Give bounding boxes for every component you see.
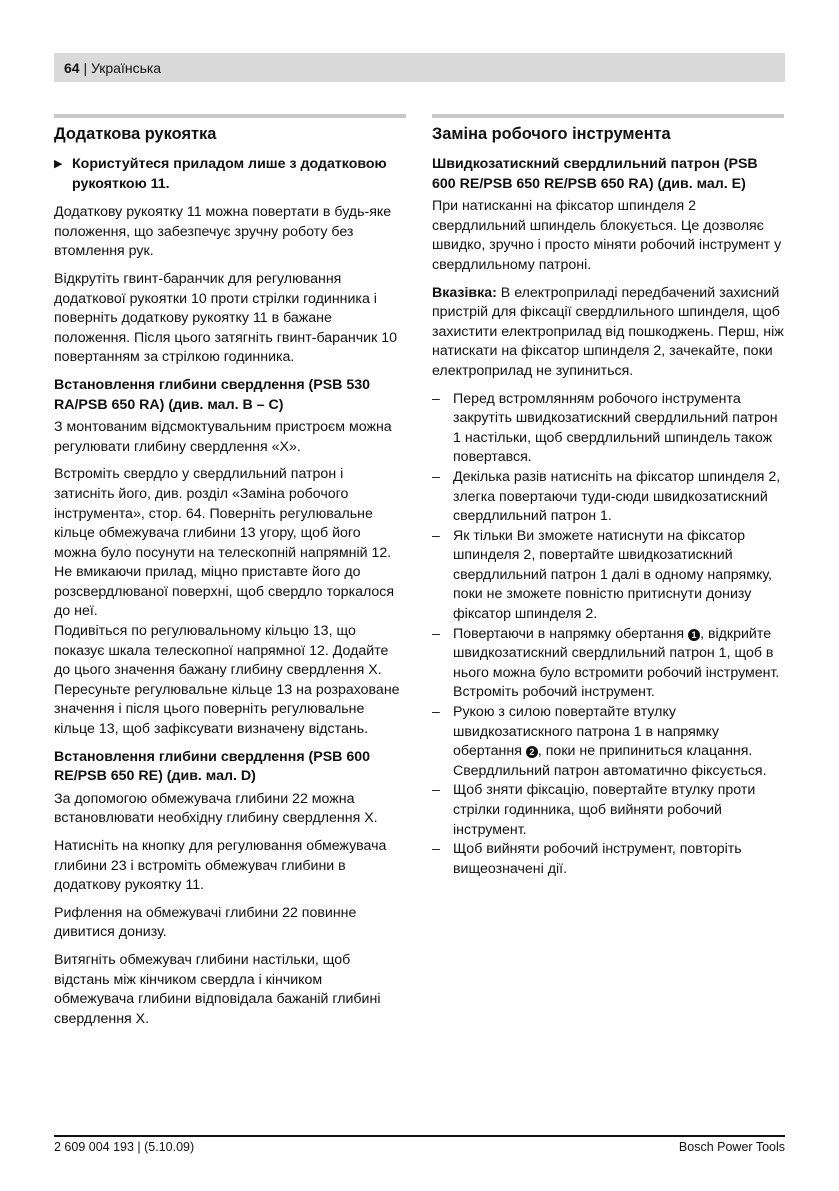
dash-mark: – (432, 468, 440, 485)
column-rule (432, 114, 784, 118)
footer-brand: Bosch Power Tools (678, 1140, 785, 1154)
list-item (432, 703, 784, 781)
list-item-text-part: , відкрийте швидкозатискний свердлильний патрон 1, щоб в нього можна було встромити робочий інструмент. Встроміть робочий інструмент. (453, 625, 780, 701)
list-item-text-part: Рукою з силою повертайте втулку швидкозатискного патрона 1 в напрямку обертання (453, 704, 720, 760)
column-rule (54, 114, 406, 118)
subheading-drill-depth-re: Встановлення глибини свердлення (PSB 600 RE/PSB 650 RE) (див. мал. D) (54, 748, 371, 785)
dash-mark: – (432, 390, 440, 407)
rotation-direction-2-icon: 2 (526, 746, 538, 758)
footer-rule (54, 1135, 785, 1137)
dash-mark: – (432, 841, 440, 858)
triangle-bullet-icon: ▶ (54, 158, 63, 170)
dash-mark: – (432, 704, 440, 721)
subheading-keyless-chuck: Швидкозатискний свердлильний патрон (PSB 600 RE/PSB 650 RE/PSB 650 RA) (див. мал. E) (432, 156, 758, 192)
list-item (432, 840, 784, 879)
note-label: Вказівка: (432, 284, 497, 301)
dash-mark: – (432, 782, 440, 799)
list-item (432, 527, 784, 625)
section-heading-tool-change: Заміна робочого інструмента (432, 125, 671, 143)
dash-mark: – (432, 527, 440, 544)
paragraph: Натисніть на кнопку для регулювання обмежувача глибини 23 і встроміть обмежувач глибини в додаткову рукоятку 11. (54, 838, 387, 894)
list-item-text (453, 703, 784, 781)
list-item-text: Декілька разів натисніть на фіксатор шпинделя 2, злегка повертаючи туди-сюди швидкозатискний свердлильний патрон 1. (453, 468, 781, 525)
page-number: 64 (64, 59, 80, 76)
right-column (432, 114, 784, 879)
left-column (54, 114, 406, 1037)
list-item-text: Перед встромлянням робочого інструмента закрутіть швидкозатискний свердлильний патрон 1 настільки, щоб свердлильний шпиндель також повертався. (453, 390, 778, 466)
footer-doc-number: 2 609 004 193 | (5.10.09) (54, 1140, 195, 1154)
paragraph: Подивіться по регулювальному кільцю 13, що показує шкала телескопної напрямної 12. Додайте до цього значення бажану глибину свердлення X. Пересуньте регулювальне кільце 13 на розраховане значення і після цього поверніть регулювальне кільце 13, щоб зафіксувати визначену відстань. (54, 623, 400, 738)
paragraph: За допомогою обмежувача глибини 22 можна встановлювати необхідну глибину свердлення X. (54, 790, 378, 827)
note-paragraph (432, 284, 784, 382)
list-item-text: Щоб зняти фіксацію, повертайте втулку проти стрілки годинника, щоб вийняти робочий інструмент. (453, 782, 756, 838)
paragraph: Витягніть обмежувач глибини настільки, щоб відстань між кінчиком свердла і кінчиком обмежувача глибини відповідала бажаній глибині свердлення X. (54, 951, 381, 1027)
page-header (54, 53, 785, 82)
list-item (432, 390, 784, 468)
list-item-text: Як тільки Ви зможете натиснути на фіксатор шпинделя 2, повертайте швидкозатискний свердлильний патрон 1 далі в одному напрямку, поки не зможете повністю притиснути донизу фіксатор шпинделя 2. (453, 527, 772, 623)
list-item-text: Щоб вийняти робочий інструмент, повторіть вищеозначені дії. (453, 841, 742, 877)
paragraph: Встроміть свердло у свердлильний патрон і затисніть його, див. розділ «Заміна робочого інструмента», стор. 64. Поверніть регулювальне кільце обмежувача глибини 13 угору, щоб його можна було посунути на телескопній напрямній 12. Не вмикаючи прилад, міцно приставте його до розсвердлюваної поверхні, щоб свердло торкалося до неї. (54, 466, 395, 620)
paragraph: Відкрутіть гвинт-баранчик для регулювання додаткової рукоятки 10 проти стрілки годинника і поверніть додаткову рукоятку 11 в бажане положення. Після цього затягніть гвинт-баранчик 10 повертанням за стрілкою годинника. (54, 270, 397, 366)
warning-bullet (54, 155, 406, 194)
note-text: В електроприладі передбачений захисний пристрій для фіксації свердлильного шпинделя, щоб захистити електроприлад від пошкоджень. Перш, ніж натискати на фіксатор шпинделя 2, зачекайте, поки електроприлад не зупиниться. (432, 284, 784, 379)
list-item-text (453, 625, 784, 703)
list-item (432, 625, 784, 703)
dash-mark: – (432, 625, 440, 642)
header-language: Українська (91, 59, 162, 76)
paragraph: При натисканні на фіксатор шпинделя 2 свердлильний шпиндель блокується. Це дозволяє швидко, зручно і просто міняти робочий інструмент у свердлильному патроні. (432, 198, 782, 273)
warning-text: Користуйтеся приладом лише з додатковою рукояткою 11. (72, 156, 387, 192)
list-item-text-part: Повертаючи в напрямку обертання (453, 625, 689, 642)
list-item (432, 781, 784, 840)
section-heading-auxiliary-handle: Додаткова рукоятка (54, 125, 217, 143)
header-separator: | (83, 59, 88, 76)
rotation-direction-1-icon: 1 (688, 629, 700, 641)
subheading-drill-depth-ra: Встановлення глибини свердлення (PSB 530 RA/PSB 650 RA) (див. мал. B – C) (54, 376, 371, 413)
paragraph: Рифлення на обмежувачі глибини 22 повинне дивитися донизу. (54, 904, 357, 941)
list-item (432, 468, 784, 527)
paragraph: З монтованим відсмоктувальним пристроєм можна регулювати глибину свердлення «X». (54, 419, 392, 455)
paragraph: Додаткову рукоятку 11 можна повертати в будь-яке положення, що забезпечує зручну роботу без втомлення рук. (54, 204, 392, 260)
list-item-text-part: , поки не припиниться клацання. Свердлильний патрон автоматично фіксується. (453, 743, 767, 779)
